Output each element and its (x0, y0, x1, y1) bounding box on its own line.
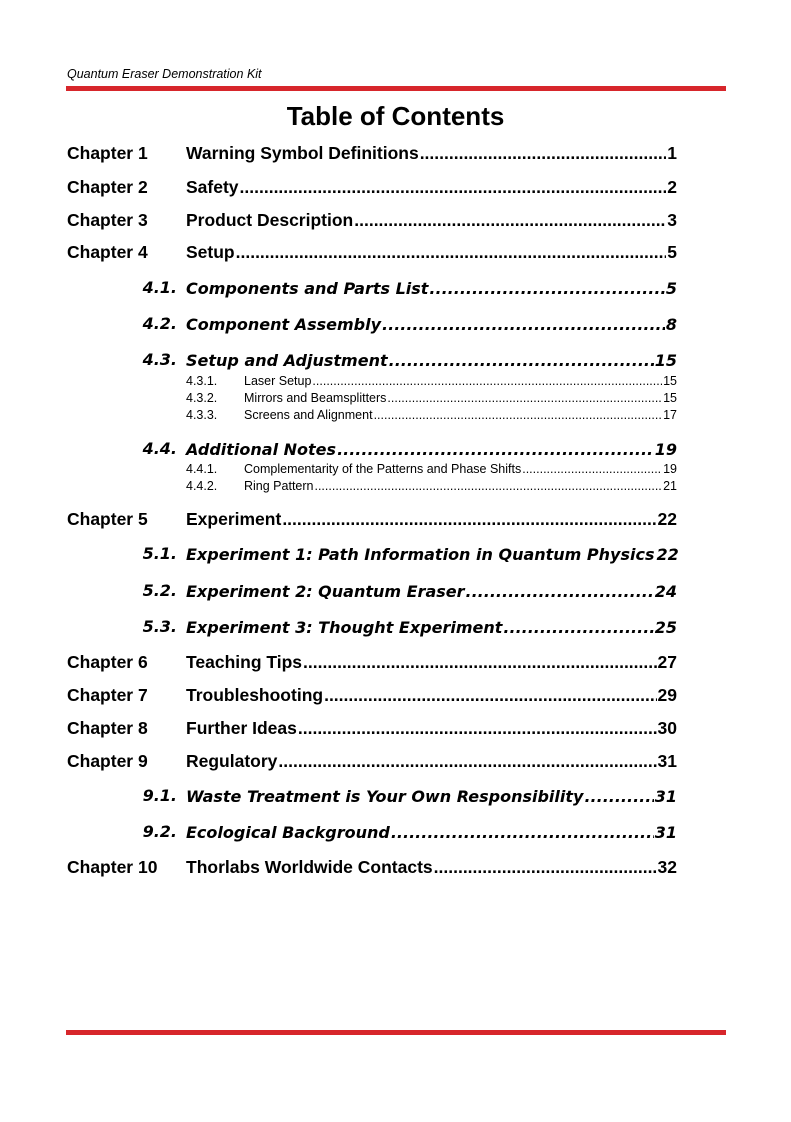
toc-entry-title: Setup and Adjustment (186, 351, 388, 370)
toc-entry-page: 15 (663, 374, 677, 388)
dot-leader (382, 315, 665, 334)
toc-entry-title: Experiment 3: Thought Experiment (186, 618, 503, 637)
toc-entry-title: Warning Symbol Definitions (186, 143, 419, 163)
toc-entry-number: 4.3.3. (186, 408, 218, 422)
toc-entry-page: 31 (654, 823, 677, 842)
header-rule (66, 86, 726, 91)
dot-leader (314, 479, 662, 493)
toc-entry-subsection-4-4-1[interactable] (67, 462, 677, 476)
toc-entry-title: Laser Setup (244, 374, 312, 388)
toc-entry-page: 24 (654, 582, 677, 601)
toc-entry-number: Chapter 5 (67, 509, 148, 529)
toc-entry-number: Chapter 4 (67, 242, 148, 262)
toc-entry-section-5-3[interactable] (67, 617, 677, 637)
dot-leader (324, 685, 656, 706)
toc-entry-chapter-8[interactable] (67, 718, 677, 739)
dot-leader (303, 652, 656, 673)
dot-leader (354, 210, 666, 231)
toc-entry-chapter-2[interactable] (67, 177, 677, 198)
dot-leader (503, 618, 653, 637)
toc-entry-title: Component Assembly (186, 315, 382, 334)
toc-entry-number: Chapter 6 (67, 652, 148, 672)
dot-leader (337, 440, 654, 459)
toc-entry-number: 4.3.2. (186, 391, 218, 405)
toc-entry-number: Chapter 8 (67, 718, 148, 738)
dot-leader (374, 408, 663, 422)
toc-entry-page: 31 (657, 751, 677, 771)
toc-entry-chapter-3[interactable] (67, 210, 677, 231)
toc-entry-page: 1 (667, 143, 677, 163)
toc-entry-title: Components and Parts List (186, 279, 429, 298)
toc-entry-title: Screens and Alignment (244, 408, 373, 422)
toc-entry-title: Ring Pattern (244, 479, 314, 493)
dot-leader (429, 279, 664, 298)
toc-entry-chapter-7[interactable] (67, 685, 677, 706)
toc-entry-number: Chapter 1 (67, 143, 148, 163)
dot-leader (282, 509, 656, 530)
toc-entry-subsection-4-4-2[interactable] (67, 479, 677, 493)
toc-entry-title: Setup (186, 242, 235, 262)
toc-entry-title: Mirrors and Beamsplitters (244, 391, 387, 405)
toc-entry-chapter-6[interactable] (67, 652, 677, 673)
dot-leader (312, 374, 662, 388)
footer-rule (66, 1030, 726, 1035)
toc-entry-page: 29 (657, 685, 677, 705)
toc-entry-number: 5.2. (142, 581, 177, 600)
toc-entry-number: 4.3. (142, 350, 177, 369)
toc-entry-title: Safety (186, 177, 239, 197)
dot-leader (236, 242, 667, 263)
toc-entry-title: Ecological Background (186, 823, 390, 842)
toc-entry-number: 4.4. (142, 439, 177, 458)
toc-entry-title: Experiment (186, 509, 282, 529)
toc-entry-page: 19 (663, 462, 677, 476)
toc-entry-title: Troubleshooting (186, 685, 324, 705)
toc-entry-section-4-2[interactable] (67, 314, 677, 334)
dot-leader (466, 582, 654, 601)
toc-entry-number: 4.1. (142, 278, 177, 297)
toc-entry-number: 5.3. (142, 617, 177, 636)
toc-heading: Table of Contents (286, 101, 505, 131)
toc-entry-number: 9.2. (142, 822, 177, 841)
toc-entry-page: 31 (654, 787, 677, 806)
dot-leader (420, 143, 667, 164)
toc-entry-title: Thorlabs Worldwide Contacts (186, 857, 433, 877)
toc-entry-number: Chapter 10 (67, 857, 158, 877)
toc-entry-page: 2 (667, 177, 677, 197)
toc-entry-section-5-1[interactable] (67, 544, 677, 564)
dot-leader (298, 718, 657, 739)
toc-entry-title: Complementarity of the Patterns and Phase Shifts (244, 462, 522, 476)
toc-entry-page: 21 (663, 479, 677, 493)
toc-entry-chapter-10[interactable] (67, 857, 677, 878)
toc-entry-page: 17 (663, 408, 677, 422)
toc-entry-title: Experiment 2: Quantum Eraser (186, 582, 465, 601)
dot-leader (389, 351, 654, 370)
dot-leader (434, 857, 657, 878)
toc-entry-number: Chapter 9 (67, 751, 148, 771)
toc-entry-number: 4.4.1. (186, 462, 218, 476)
toc-entry-number: 4.3.1. (186, 374, 218, 388)
toc-entry-page: 15 (663, 391, 677, 405)
toc-entry-page: 5 (665, 279, 677, 298)
toc-entry-page: 27 (657, 652, 677, 672)
toc-entry-section-4-4[interactable] (67, 439, 677, 459)
toc-entry-number: Chapter 3 (67, 210, 148, 230)
toc-entry-chapter-1[interactable] (67, 143, 677, 164)
toc-entry-title: Additional Notes (186, 440, 337, 459)
toc-entry-number: 4.4.2. (186, 479, 218, 493)
toc-entry-title: Regulatory (186, 751, 278, 771)
toc-entry-chapter-5[interactable] (67, 509, 677, 530)
toc-entry-page: 22 (656, 545, 679, 564)
toc-entry-title: Experiment 1: Path Information in Quantum Physics (186, 545, 655, 564)
toc-entry-section-4-1[interactable] (67, 278, 677, 298)
toc-entry-section-9-1[interactable] (67, 786, 677, 806)
toc-entry-page: 30 (657, 718, 677, 738)
dot-leader (584, 787, 653, 806)
dot-leader (391, 823, 654, 842)
toc-entry-subsection-4-3-3[interactable] (67, 408, 677, 422)
toc-entry-section-9-2[interactable] (67, 822, 677, 842)
toc-entry-number: 5.1. (142, 544, 177, 563)
toc-entry-page: 8 (665, 315, 677, 334)
toc-entry-chapter-9[interactable] (67, 751, 677, 772)
toc-entry-page: 15 (654, 351, 677, 370)
dot-leader (522, 462, 662, 476)
toc-entry-section-4-3[interactable] (67, 350, 677, 370)
toc-entry-page: 19 (654, 440, 677, 459)
dot-leader (240, 177, 667, 198)
toc-entry-subsection-4-3-1[interactable] (67, 374, 677, 388)
toc-entry-number: 4.2. (142, 314, 177, 333)
toc-entry-title: Waste Treatment is Your Own Responsibility (186, 787, 584, 806)
toc-entry-page: 32 (657, 857, 677, 877)
toc-entry-page: 25 (654, 618, 677, 637)
toc-entry-page: 3 (667, 210, 677, 230)
dot-leader (278, 751, 656, 772)
toc-entry-section-5-2[interactable] (67, 581, 677, 601)
dot-leader (387, 391, 662, 405)
toc-entry-number: Chapter 2 (67, 177, 148, 197)
toc-entry-title: Product Description (186, 210, 354, 230)
toc-entry-number: 9.1. (142, 786, 177, 805)
toc-entry-subsection-4-3-2[interactable] (67, 391, 677, 405)
toc-entry-number: Chapter 7 (67, 685, 148, 705)
toc-entry-page: 5 (667, 242, 677, 262)
document-header-title: Quantum Eraser Demonstration Kit (67, 67, 262, 81)
toc-entry-title: Teaching Tips (186, 652, 303, 672)
toc-entry-chapter-4[interactable] (67, 242, 677, 263)
toc-entry-title: Further Ideas (186, 718, 297, 738)
toc-entry-page: 22 (657, 509, 677, 529)
